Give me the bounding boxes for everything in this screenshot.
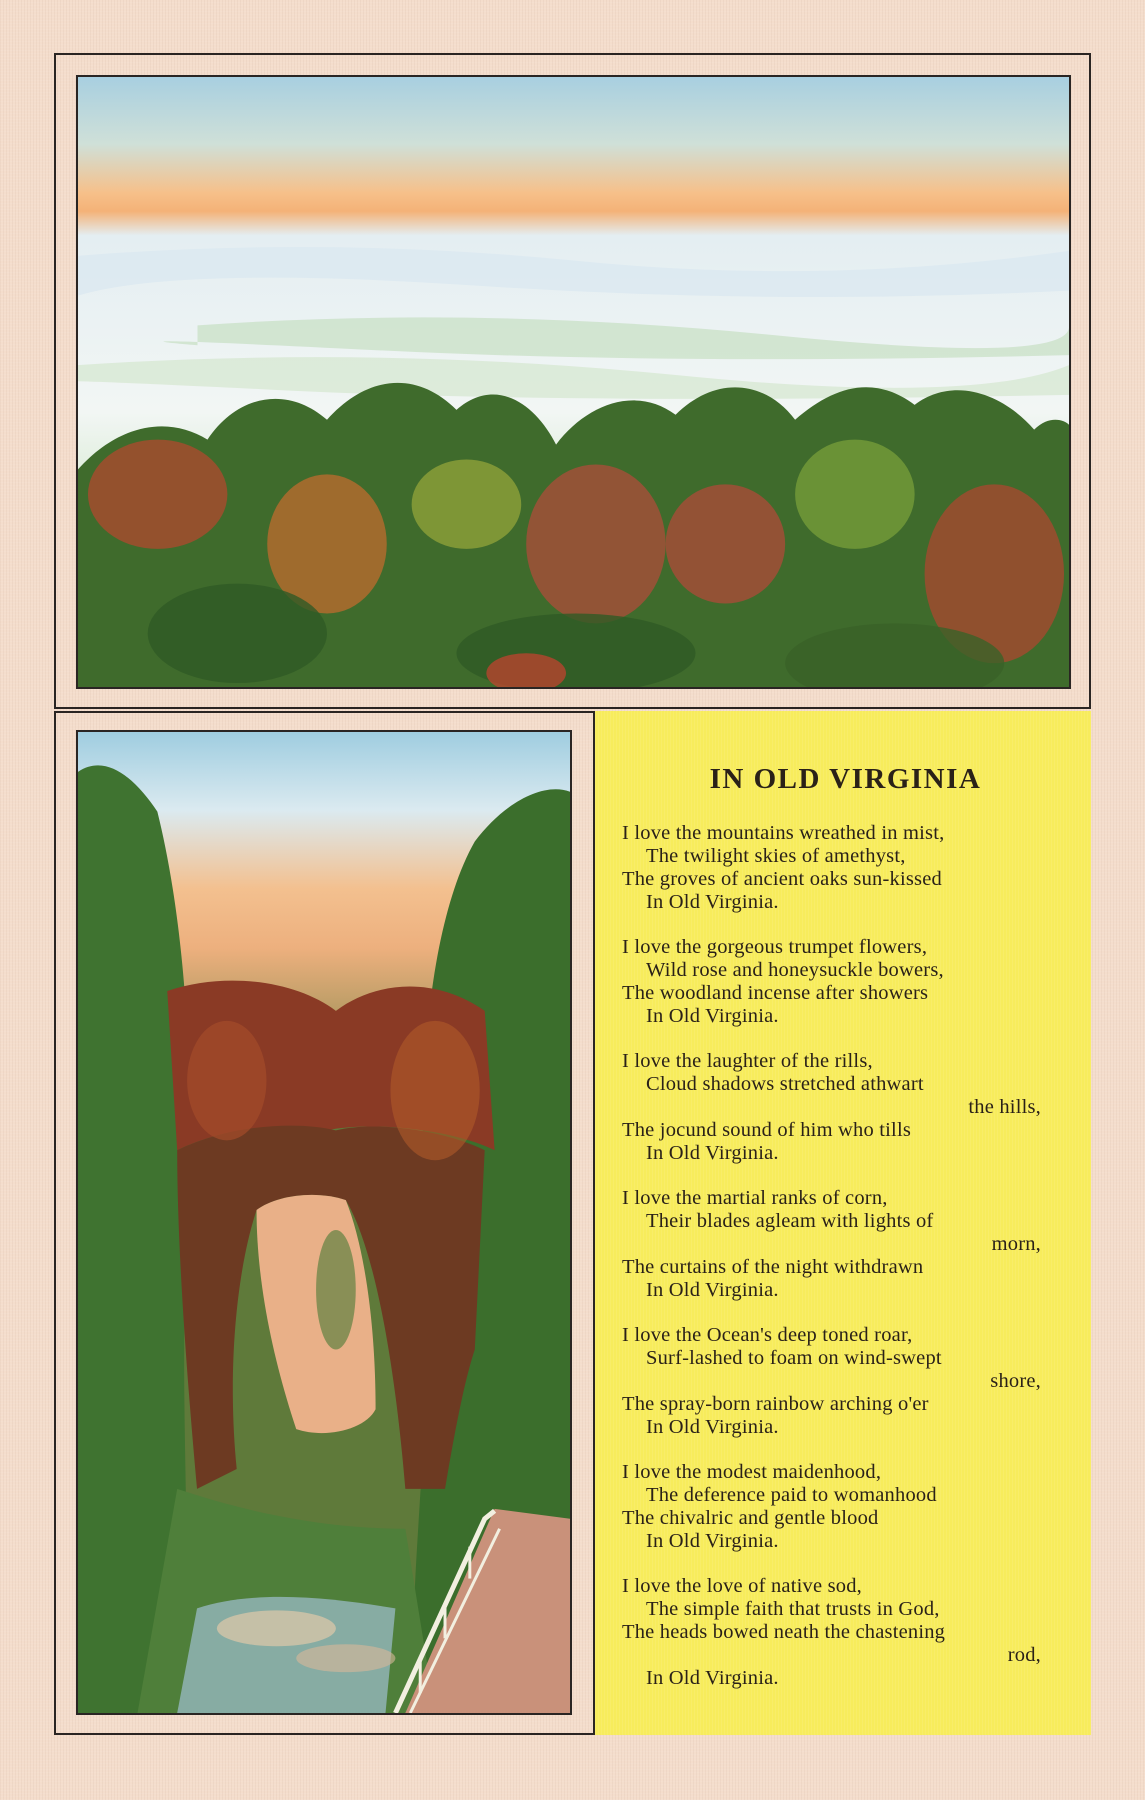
- poem-stanza-2: [622, 936, 1069, 1028]
- poem-line: The groves of ancient oaks sun-kissed: [622, 868, 942, 890]
- poem-line: The chivalric and gentle blood: [622, 1507, 879, 1529]
- poem-refrain: In Old Virginia.: [646, 1530, 779, 1552]
- poem-line: I love the modest maidenhood,: [622, 1461, 882, 1483]
- natural-bridge-photo: [76, 730, 572, 1715]
- poem-line: The curtains of the night withdrawn: [622, 1256, 924, 1278]
- poem-line-continued: shore,: [990, 1370, 1041, 1392]
- poem-line: The spray-born rainbow arching o'er: [622, 1393, 929, 1415]
- poem-line: The simple faith that trusts in God,: [646, 1598, 940, 1620]
- poem-line: The heads bowed neath the chastening: [622, 1621, 946, 1643]
- poem-refrain: In Old Virginia.: [646, 1142, 779, 1164]
- poem-line: The twilight skies of amethyst,: [646, 845, 906, 867]
- poem-line: Cloud shadows stretched athwart: [646, 1073, 924, 1095]
- poem-refrain: In Old Virginia.: [646, 1279, 779, 1301]
- poem-line: I love the love of native sod,: [622, 1575, 862, 1597]
- poem-line-continued: rod,: [1007, 1644, 1041, 1666]
- poem-line: Wild rose and honeysuckle bowers,: [646, 959, 944, 981]
- poem-refrain: In Old Virginia.: [646, 1416, 779, 1438]
- poem-line-continued: morn,: [991, 1233, 1041, 1255]
- poem-line-continued: the hills,: [968, 1096, 1041, 1118]
- poem-stanza-3: [622, 1050, 1069, 1165]
- mountain-mist-photo: [76, 75, 1071, 689]
- poem-refrain: In Old Virginia.: [646, 891, 779, 913]
- poem-line: The deference paid to womanhood: [646, 1484, 937, 1506]
- poem-line: Their blades agleam with lights of: [646, 1210, 934, 1232]
- poem-panel: [595, 711, 1091, 1735]
- poem-stanza-6: [622, 1461, 1069, 1553]
- poem-stanza-7: [622, 1575, 1069, 1690]
- poem-line: I love the gorgeous trumpet flowers,: [622, 936, 928, 958]
- poem-stanza-5: [622, 1324, 1069, 1439]
- poem-line: I love the mountains wreathed in mist,: [622, 822, 945, 844]
- poem-refrain: In Old Virginia.: [646, 1667, 779, 1689]
- poem-line: I love the Ocean's deep toned roar,: [622, 1324, 913, 1346]
- poem-stanza-1: [622, 822, 1069, 914]
- poem-line: The jocund sound of him who tills: [622, 1119, 912, 1141]
- poem-line: I love the martial ranks of corn,: [622, 1187, 888, 1209]
- poem-refrain: In Old Virginia.: [646, 1005, 779, 1027]
- poem-line: I love the laughter of the rills,: [622, 1050, 873, 1072]
- poem-line: Surf-lashed to foam on wind-swept: [646, 1347, 942, 1369]
- poem-stanza-4: [622, 1187, 1069, 1302]
- poem-line: The woodland incense after showers: [622, 982, 929, 1004]
- poem-title: IN OLD VIRGINIA: [709, 763, 982, 795]
